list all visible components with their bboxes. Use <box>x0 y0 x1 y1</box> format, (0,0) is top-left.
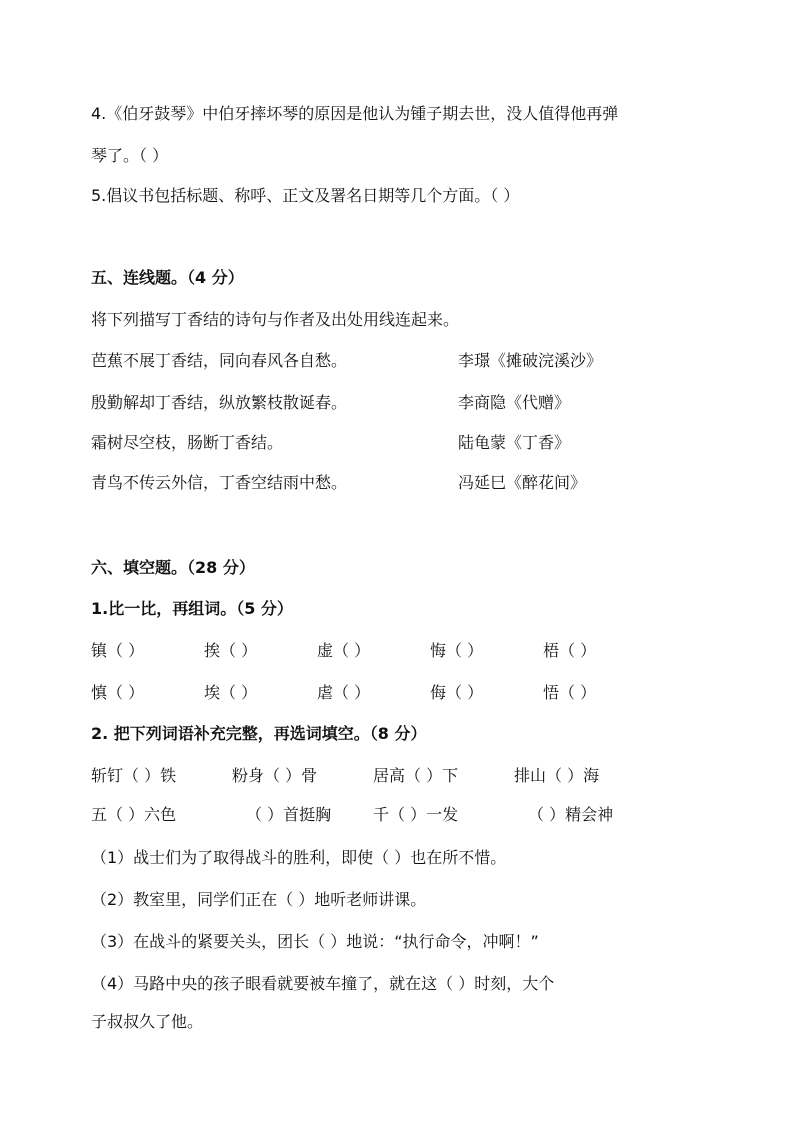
word-pair-cell: 挨（ ） <box>204 641 258 660</box>
fill-sentence: （1）战士们为了取得战斗的胜利，即使（ ）也在所不惜。 <box>91 848 507 867</box>
poem-source: 冯延巳《醉花间》 <box>458 473 587 492</box>
question-4-line2: 琴了。（ ） <box>91 146 169 165</box>
word-pair-cell: 悔（ ） <box>430 641 484 660</box>
idiom-item: （ ）首挺胸 <box>246 805 332 824</box>
poem-source: 李璟《摊破浣溪沙》 <box>458 351 603 370</box>
poem-line: 芭蕉不展丁香结，同向春风各自愁。 <box>91 351 348 370</box>
fill-sentence: （4）马路中央的孩子眼看就要被车撞了，就在这（ ）时刻，大个 <box>91 974 555 993</box>
section5-heading: 五、连线题。（4 分） <box>91 268 244 287</box>
idiom-item: 居高（ ）下 <box>373 766 459 785</box>
idiom-item: 排山（ ）海 <box>514 766 600 785</box>
fill-sentence-continued: 子叔叔久了他。 <box>91 1012 204 1031</box>
word-pair-cell: 梧（ ） <box>543 641 597 660</box>
poem-source: 陆龟蒙《丁香》 <box>458 433 571 452</box>
idiom-item: 五（ ）六色 <box>91 805 177 824</box>
question-4-line1: 4.《伯牙鼓琴》中伯牙摔坏琴的原因是他认为锺子期去世，没人值得他再弹 <box>91 104 619 123</box>
word-pair-cell: 侮（ ） <box>430 683 484 702</box>
poem-line: 殷勤解却丁香结，纵放繁枝散诞春。 <box>91 393 348 412</box>
question-2-title: 2. 把下列词语补充完整，再选词填空。（8 分） <box>91 724 427 743</box>
section6-heading: 六、填空题。（28 分） <box>91 558 255 577</box>
word-pair-cell: 镇（ ） <box>91 641 145 660</box>
poem-line: 青鸟不传云外信，丁香空结雨中愁。 <box>91 473 348 492</box>
poem-source: 李商隐《代赠》 <box>458 393 571 412</box>
word-pair-cell: 慎（ ） <box>91 683 145 702</box>
idiom-item: （ ）精会神 <box>528 805 614 824</box>
word-pair-cell: 悟（ ） <box>543 683 597 702</box>
fill-sentence: （3）在战斗的紧要关头，团长（ ）地说：“执行命令，冲啊！” <box>91 932 539 951</box>
word-pair-cell: 虚（ ） <box>317 641 371 660</box>
idiom-item: 粉身（ ）骨 <box>232 766 318 785</box>
idiom-item: 千（ ）一发 <box>373 805 459 824</box>
fill-sentence: （2）教室里，同学们正在（ ）地听老师讲课。 <box>91 890 427 909</box>
idiom-item: 斩钉（ ）铁 <box>91 766 177 785</box>
section5-instruction: 将下列描写丁香结的诗句与作者及出处用线连起来。 <box>91 310 460 329</box>
word-pair-cell: 虐（ ） <box>317 683 371 702</box>
word-pair-cell: 埃（ ） <box>204 683 258 702</box>
poem-line: 霜树尽空枝，肠断丁香结。 <box>91 433 284 452</box>
question-1-title: 1.比一比，再组词。（5 分） <box>91 599 293 618</box>
question-5: 5.倡议书包括标题、称呼、正文及署名日期等几个方面。（ ） <box>91 186 520 205</box>
